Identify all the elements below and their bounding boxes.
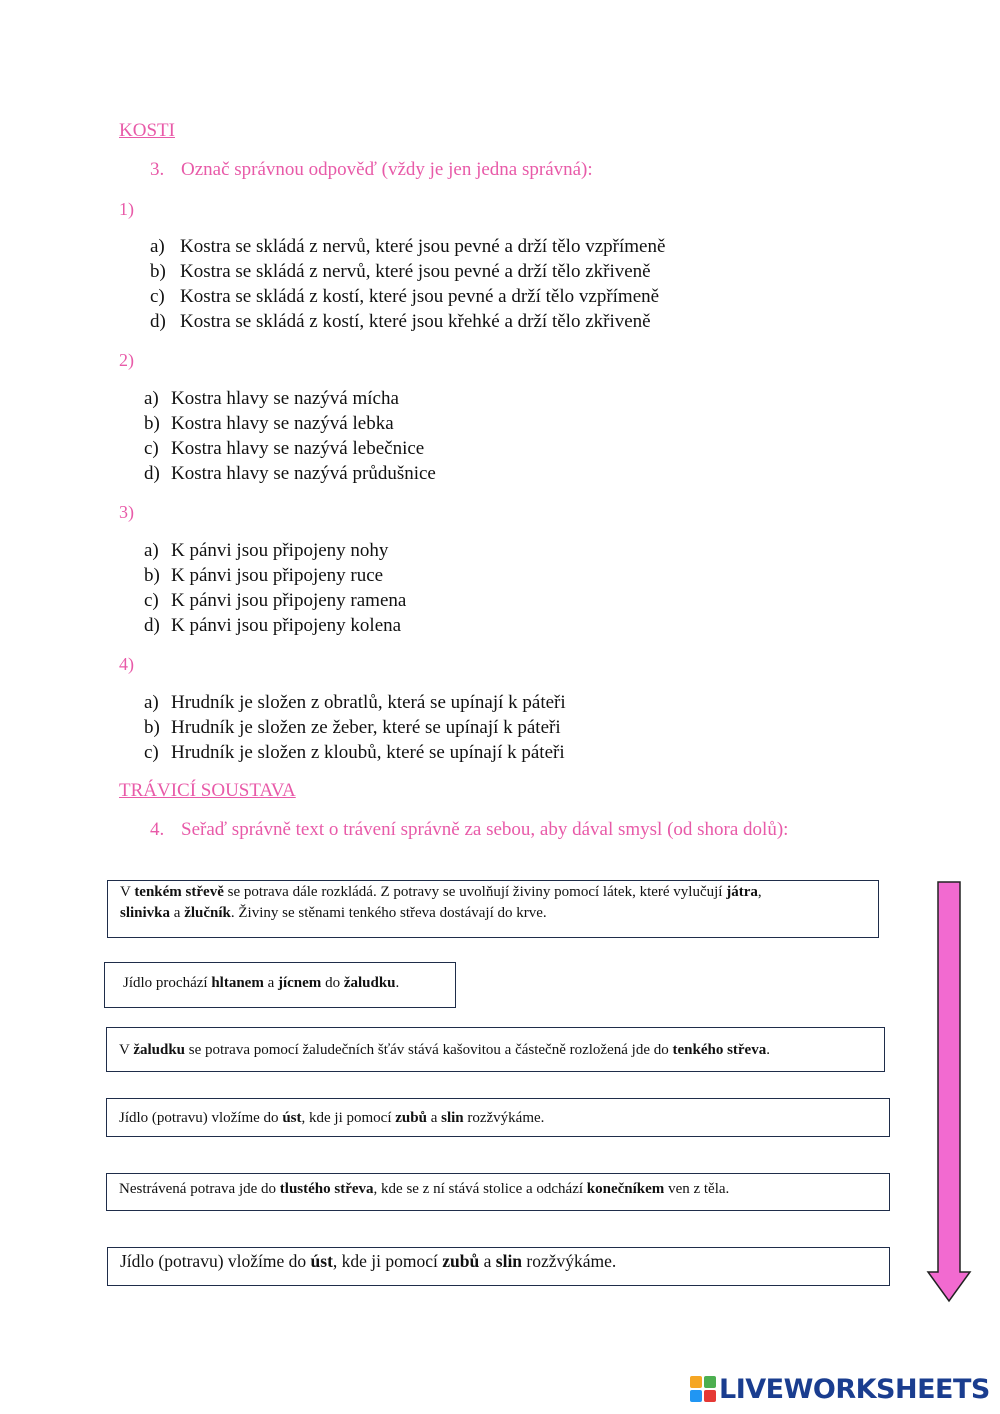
question-4-number: 4) — [119, 654, 134, 674]
card-line — [119, 1040, 872, 1061]
option-text: Kostra se skládá z nervů, které jsou pevné a drží tělo vzpřímeně — [180, 236, 666, 257]
bold-term: hltanem — [211, 975, 264, 991]
text-run: a — [263, 975, 278, 991]
option-label: b) — [144, 565, 160, 586]
option-label: a) — [144, 692, 159, 713]
bold-term: tlustého střeva — [279, 1181, 374, 1197]
option-text: Kostra hlavy se nazývá průdušnice — [171, 463, 436, 484]
option-text: Kostra se skládá z kostí, které jsou křehké a drží tělo zkřiveně — [180, 311, 651, 332]
task-3-number: 3. — [150, 159, 165, 180]
card-line — [119, 1179, 877, 1200]
answer-option[interactable] — [144, 563, 406, 588]
text-run: , kde ji pomocí — [301, 1110, 396, 1126]
card-line — [119, 1108, 877, 1129]
question-1-number: 1) — [119, 199, 134, 219]
bold-term: slin — [495, 1251, 523, 1271]
task-4-text: Seřaď správně text o trávení správně za sebou, aby dával smysl (od shora dolů): — [181, 819, 789, 840]
sortable-card[interactable] — [104, 962, 456, 1008]
task-3-instruction — [150, 159, 593, 181]
answer-option[interactable] — [144, 588, 406, 613]
text-run: Jídlo prochází — [123, 975, 212, 991]
card-line — [120, 882, 866, 903]
option-text: Hrudník je složen ze žeber, které se upínají k páteři — [171, 717, 561, 738]
answer-option[interactable] — [150, 284, 665, 309]
text-run: ven z těla. — [664, 1181, 730, 1197]
answer-option[interactable] — [150, 309, 665, 334]
text-run: . Živiny se stěnami tenkého střeva dostávají do krve. — [230, 905, 547, 921]
text-run: Nestrávená potrava jde do — [119, 1181, 280, 1197]
text-run: a — [479, 1251, 496, 1271]
question-4-options — [144, 690, 566, 765]
sortable-card[interactable] — [107, 880, 879, 938]
option-label: c) — [144, 590, 159, 611]
text-run: a — [426, 1110, 442, 1126]
task-4-number: 4. — [150, 819, 165, 840]
bold-term: tenkém střevě — [134, 884, 224, 900]
option-text: Hrudník je složen z kloubů, které se upínají k páteři — [171, 742, 565, 763]
option-label: c) — [144, 438, 159, 459]
answer-option[interactable] — [144, 538, 406, 563]
text-run: se potrava pomocí žaludečních šťáv stává kašovitou a částečně rozložená jde do — [185, 1042, 673, 1058]
card-line — [120, 1249, 877, 1273]
option-label: a) — [144, 540, 159, 561]
option-label: d) — [144, 463, 160, 484]
answer-option[interactable] — [144, 386, 436, 411]
question-2-number: 2) — [119, 350, 134, 370]
answer-option[interactable] — [144, 613, 406, 638]
order-direction-arrow-icon — [925, 880, 973, 1304]
option-text: K pánvi jsou připojeny ramena — [171, 590, 407, 611]
card-line — [123, 973, 443, 994]
option-label: c) — [150, 286, 165, 307]
text-run: , kde se z ní stává stolice a odchází — [373, 1181, 587, 1197]
text-run: Jídlo (potravu) vložíme do — [119, 1110, 283, 1126]
answer-option[interactable] — [144, 740, 566, 765]
logo-mark-icon — [690, 1376, 716, 1402]
bold-term: úst — [310, 1251, 333, 1271]
option-label: b) — [144, 413, 160, 434]
text-run: rozžvýkáme. — [522, 1251, 617, 1271]
bold-term: žaludku — [133, 1042, 186, 1058]
option-text: Kostra se skládá z kostí, které jsou pevné a drží tělo vzpřímeně — [180, 286, 660, 307]
text-run: a — [170, 905, 185, 921]
bold-term: žaludku — [343, 975, 396, 991]
question-3-options — [144, 538, 406, 638]
bold-term: slin — [441, 1110, 464, 1126]
text-run: . — [766, 1042, 770, 1058]
section-heading-digestive: TRÁVICÍ SOUSTAVA — [119, 780, 296, 801]
text-run: do — [321, 975, 344, 991]
option-label: c) — [144, 742, 159, 763]
option-text: Kostra hlavy se nazývá mícha — [171, 388, 399, 409]
bold-term: konečníkem — [586, 1181, 665, 1197]
text-run: Jídlo (potravu) vložíme do — [120, 1251, 311, 1271]
bold-term: úst — [282, 1110, 302, 1126]
answer-option[interactable] — [144, 461, 436, 486]
question-3-number: 3) — [119, 502, 134, 522]
option-label: a) — [150, 236, 165, 257]
answer-option[interactable] — [144, 436, 436, 461]
option-text: Kostra hlavy se nazývá lebka — [171, 413, 394, 434]
bold-term: zubů — [395, 1110, 427, 1126]
option-label: b) — [150, 261, 166, 282]
text-run: . — [395, 975, 400, 991]
option-label: a) — [144, 388, 159, 409]
answer-option[interactable] — [144, 411, 436, 436]
text-run: , kde ji pomocí — [332, 1251, 443, 1271]
sortable-card[interactable] — [106, 1173, 890, 1211]
section-heading-bones: KOSTI — [119, 120, 175, 141]
sortable-card[interactable] — [106, 1098, 890, 1137]
sortable-card[interactable] — [106, 1027, 885, 1072]
option-text: Kostra se skládá z nervů, které jsou pevné a drží tělo zkřiveně — [180, 261, 651, 282]
text-run: rozžvýkáme. — [463, 1110, 545, 1126]
option-label: b) — [144, 717, 160, 738]
text-run: V — [119, 1042, 134, 1058]
answer-option[interactable] — [150, 259, 665, 284]
answer-option[interactable] — [144, 715, 566, 740]
task-3-text: Označ správnou odpověď (vždy je jen jedna správná): — [181, 159, 593, 180]
sortable-card[interactable] — [107, 1247, 890, 1286]
question-2-options — [144, 386, 436, 486]
text-run: , — [757, 884, 762, 900]
option-text: K pánvi jsou připojeny kolena — [171, 615, 402, 636]
option-label: d) — [144, 615, 160, 636]
logo-text: LIVEWORKSHEETS — [719, 1373, 990, 1405]
answer-option[interactable] — [144, 690, 566, 715]
option-label: d) — [150, 311, 166, 332]
bold-term: tenkého střeva — [672, 1042, 767, 1058]
answer-option[interactable] — [150, 234, 665, 259]
question-1-options — [150, 234, 665, 334]
bold-term: játra — [726, 884, 758, 900]
liveworksheets-logo — [690, 1372, 990, 1406]
text-run: V — [120, 884, 135, 900]
option-text: K pánvi jsou připojeny ruce — [171, 565, 384, 586]
bold-term: žlučník — [184, 905, 231, 921]
card-line — [120, 903, 866, 924]
bold-term: zubů — [442, 1251, 480, 1271]
bold-term: jícnem — [277, 975, 322, 991]
option-text: K pánvi jsou připojeny nohy — [171, 540, 389, 561]
bold-term: slinivka — [120, 905, 171, 921]
option-text: Hrudník je složen z obratlů, která se upínají k páteři — [171, 692, 566, 713]
option-text: Kostra hlavy se nazývá lebečnice — [171, 438, 425, 459]
task-4-instruction — [150, 819, 788, 841]
text-run: se potrava dále rozkládá. Z potravy se uvolňují živiny pomocí látek, které vylučují — [223, 884, 727, 900]
